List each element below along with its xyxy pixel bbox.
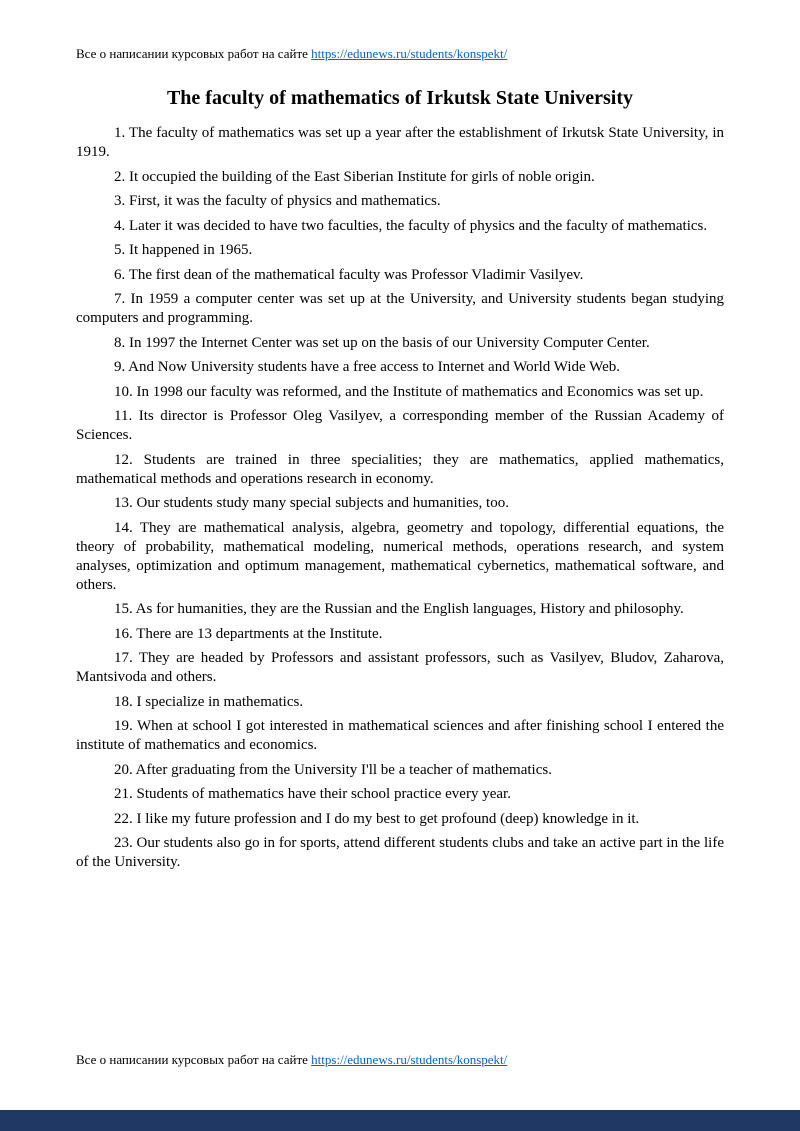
paragraph: 1. The faculty of mathematics was set up a year after the establishment of Irkutsk State University, in 1919. xyxy=(76,125,724,160)
footer-note xyxy=(76,1052,724,1068)
paragraph: 18. I specialize in mathematics. xyxy=(114,693,304,710)
footer-note-text: Все о написании курсовых работ на сайте xyxy=(76,1052,312,1067)
paragraph: 15. As for humanities, they are the Russian and the English languages, History and philosophy. xyxy=(114,601,684,617)
header-link[interactable]: https://edunews.ru/students/konspekt/ xyxy=(311,46,508,61)
paragraph: 8. In 1997 the Internet Center was set up on the basis of our University Computer Center. xyxy=(114,334,650,351)
paragraph-list xyxy=(76,124,724,872)
paragraph: 12. Students are trained in three specialities; they are mathematics, applied mathematics, mathematical methods and operations research in economy. xyxy=(76,451,724,487)
paragraph: 22. I like my future profession and I do my best to get profound (deep) knowledge in it. xyxy=(114,810,640,827)
bottom-bar xyxy=(0,1110,800,1131)
paragraph: 6. The first dean of the mathematical faculty was Professor Vladimir Vasilyev. xyxy=(114,266,584,283)
paragraph: 14. They are mathematical analysis, algebra, geometry and topology, differential equations, the theory of probability, mathematical modeling, numerical methods, operations research, and system analyses, optimization and optimum management, mathematical cybernetics, mathematical software, and others. xyxy=(76,519,724,593)
page-title: The faculty of mathematics of Irkutsk State University xyxy=(166,87,634,109)
paragraph: 5. It happened in 1965. xyxy=(114,242,253,258)
paragraph: 19. When at school I got interested in mathematical sciences and after finishing school I entered the institute of mathematics and economics. xyxy=(76,718,724,753)
header-note-text: Все о написании курсовых работ на сайте xyxy=(76,46,312,61)
paragraph: 21. Students of mathematics have their school practice every year. xyxy=(114,786,511,802)
paragraph: 3. First, it was the faculty of physics and mathematics. xyxy=(114,193,441,209)
paragraph: 20. After graduating from the University I'll be a teacher of mathematics. xyxy=(114,761,552,778)
paragraph: 16. There are 13 departments at the Institute. xyxy=(114,625,383,642)
paragraph: 9. And Now University students have a free access to Internet and World Wide Web. xyxy=(114,359,621,375)
paragraph: 4. Later it was decided to have two faculties, the faculty of physics and the faculty of mathematics. xyxy=(114,217,708,234)
paragraph: 10. In 1998 our faculty was reformed, and the Institute of mathematics and Economics was set up. xyxy=(114,383,704,400)
header-note xyxy=(76,46,724,62)
paragraph: 13. Our students study many special subjects and humanities, too. xyxy=(114,495,509,511)
document-body xyxy=(76,86,724,878)
paragraph: 11. Its director is Professor Oleg Vasilyev, a corresponding member of the Russian Academy of Sciences. xyxy=(76,408,724,443)
paragraph: 7. In 1959 a computer center was set up at the University, and University students began studying computers and programming. xyxy=(76,291,724,326)
paragraph: 23. Our students also go in for sports, attend different students clubs and take an active part in the life of the University. xyxy=(76,835,724,870)
footer-link[interactable]: https://edunews.ru/students/konspekt/ xyxy=(311,1052,508,1067)
paragraph: 17. They are headed by Professors and assistant professors, such as Vasilyev, Bludov, Zaharova, Mantsivoda and others. xyxy=(76,650,724,685)
paragraph: 2. It occupied the building of the East Siberian Institute for girls of noble origin. xyxy=(114,168,595,185)
